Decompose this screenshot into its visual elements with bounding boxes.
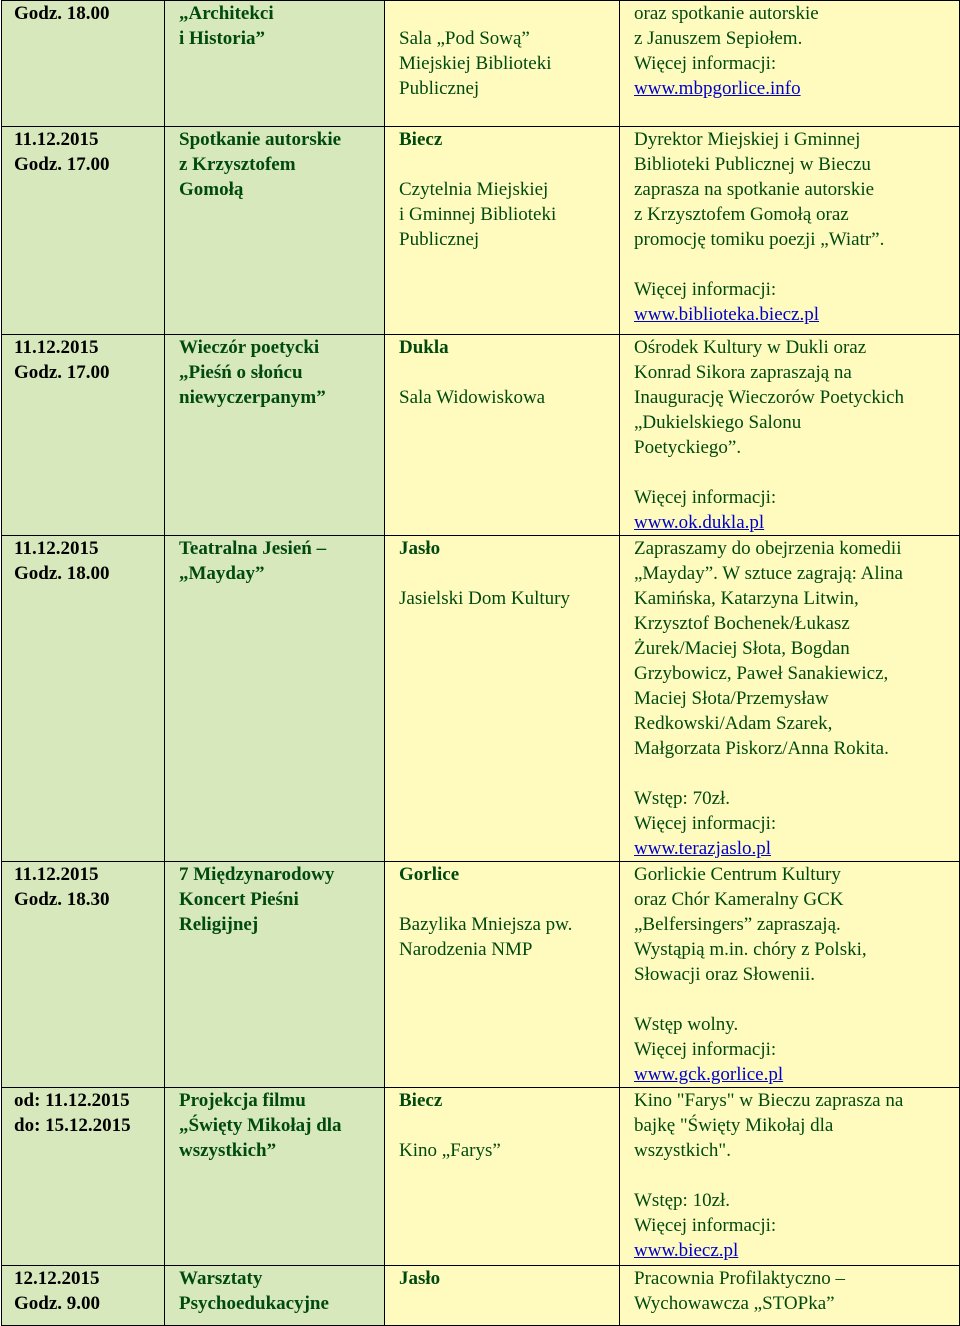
event-description-cell <box>620 1266 960 1326</box>
event-title: Spotkanie autorskie <box>179 129 342 150</box>
event-place-cell <box>385 1088 620 1266</box>
more-info-link[interactable]: www.mbpgorlice.info <box>634 78 801 99</box>
event-description: Maciej Słota/Przemysław <box>634 688 829 709</box>
event-description: „Belfersingers” zapraszają. <box>634 914 841 935</box>
more-info-label: Więcej informacji: <box>634 1039 777 1060</box>
table-row <box>2 1 960 127</box>
event-description: z Krzysztofem Gomołą oraz <box>634 204 849 225</box>
more-info-link[interactable]: www.gck.gorlice.pl <box>634 1064 784 1085</box>
event-description: Kamińska, Katarzyna Litwin, <box>634 588 859 609</box>
event-title-cell <box>165 127 385 335</box>
event-venue: Czytelnia Miejskiej <box>399 179 549 200</box>
event-venue: Miejskiej Biblioteki <box>399 53 552 74</box>
event-title: „Święty Mikołaj dla <box>179 1115 342 1136</box>
more-info-label: Więcej informacji: <box>634 1215 777 1236</box>
event-title: „Architekci <box>179 3 274 24</box>
event-city: Jasło <box>399 1268 441 1289</box>
event-description: Poetyckiego”. <box>634 437 742 458</box>
event-title: Koncert Pieśni <box>179 889 299 910</box>
event-description: Słowacji oraz Słowenii. <box>634 964 815 985</box>
event-description: „Dukielskiego Salonu <box>634 412 802 433</box>
event-description-cell <box>620 862 960 1088</box>
event-description: Konrad Sikora zapraszają na <box>634 362 852 383</box>
event-title: z Krzysztofem <box>179 154 296 175</box>
more-info-link[interactable]: www.ok.dukla.pl <box>634 512 765 533</box>
event-description: Żurek/Maciej Słota, Bogdan <box>634 638 850 659</box>
event-city: Dukla <box>399 337 449 358</box>
event-title: 7 Międzynarodowy <box>179 864 335 885</box>
event-date: Godz. 18.00 <box>14 3 110 24</box>
table-row <box>2 1266 960 1326</box>
event-city: Jasło <box>399 538 441 559</box>
event-description: wszystkich". <box>634 1140 731 1161</box>
event-date-cell <box>2 1088 165 1266</box>
event-description: Inaugurację Wieczorów Poetyckich <box>634 387 905 408</box>
event-date: Godz. 18.00 <box>14 563 110 584</box>
event-place-cell <box>385 127 620 335</box>
event-venue: Jasielski Dom Kultury <box>399 588 570 609</box>
more-info-link[interactable]: www.terazjaslo.pl <box>634 838 771 859</box>
event-title-cell <box>165 1088 385 1266</box>
event-venue: Narodzenia NMP <box>399 939 533 960</box>
event-title-cell <box>165 1266 385 1326</box>
event-description: „Mayday”. W sztuce zagrają: Alina <box>634 563 903 584</box>
event-description: Zapraszamy do obejrzenia komedii <box>634 538 902 559</box>
event-description: promocję tomiku poezji „Wiatr”. <box>634 229 885 250</box>
event-date: Godz. 17.00 <box>14 362 110 383</box>
event-place-cell <box>385 536 620 862</box>
more-info-label: Więcej informacji: <box>634 487 777 508</box>
event-date-cell <box>2 1266 165 1326</box>
event-title: Projekcja filmu <box>179 1090 306 1111</box>
event-title: Psychoedukacyjne <box>179 1293 329 1314</box>
event-venue: Sala „Pod Sową” <box>399 28 530 49</box>
event-date: Godz. 9.00 <box>14 1293 101 1314</box>
event-date: 11.12.2015 <box>14 337 99 358</box>
event-description-cell <box>620 127 960 335</box>
event-price: Wstęp: 70zł. <box>634 788 731 809</box>
event-description: Pracownia Profilaktyczno – <box>634 1268 846 1289</box>
event-date: 11.12.2015 <box>14 864 99 885</box>
table-row <box>2 536 960 862</box>
event-title: „Pieśń o słońcu <box>179 362 303 383</box>
event-description: z Januszem Sepiołem. <box>634 28 803 49</box>
event-place-cell <box>385 1 620 127</box>
event-city: Biecz <box>399 1090 443 1111</box>
event-description: Redkowski/Adam Szarek, <box>634 713 833 734</box>
event-description-cell <box>620 1 960 127</box>
event-date-cell <box>2 536 165 862</box>
event-date: 11.12.2015 <box>14 129 99 150</box>
event-date: Godz. 17.00 <box>14 154 110 175</box>
event-city: Biecz <box>399 129 443 150</box>
event-description: Gorlickie Centrum Kultury <box>634 864 841 885</box>
event-price: Wstęp: 10zł. <box>634 1190 731 1211</box>
event-title: i Historia” <box>179 28 266 49</box>
event-description: Wystąpią m.in. chóry z Polski, <box>634 939 867 960</box>
event-venue: Bazylika Mniejsza pw. <box>399 914 573 935</box>
event-description: Ośrodek Kultury w Dukli oraz <box>634 337 867 358</box>
event-description: Dyrektor Miejskiej i Gminnej <box>634 129 861 150</box>
event-description: bajkę "Święty Mikołaj dla <box>634 1115 834 1136</box>
event-title-cell <box>165 536 385 862</box>
event-description-cell <box>620 536 960 862</box>
event-description: zaprasza na spotkanie autorskie <box>634 179 875 200</box>
event-date: 12.12.2015 <box>14 1268 100 1289</box>
event-place-cell <box>385 862 620 1088</box>
events-table <box>1 0 960 1326</box>
more-info-link[interactable]: www.biecz.pl <box>634 1240 739 1261</box>
table-row <box>2 862 960 1088</box>
more-info-label: Więcej informacji: <box>634 279 777 300</box>
event-title: „Mayday” <box>179 563 265 584</box>
more-info-label: Więcej informacji: <box>634 53 777 74</box>
event-date-cell <box>2 862 165 1088</box>
event-date-cell <box>2 1 165 127</box>
table-row <box>2 127 960 335</box>
table-row <box>2 335 960 536</box>
event-description: Wychowawcza „STOPka” <box>634 1293 835 1314</box>
event-venue: Sala Widowiskowa <box>399 387 546 408</box>
table-row <box>2 1088 960 1266</box>
event-description: Grzybowicz, Paweł Sanakiewicz, <box>634 663 889 684</box>
event-city: Gorlice <box>399 864 460 885</box>
event-date: do: 15.12.2015 <box>14 1115 131 1136</box>
event-title: Warsztaty <box>179 1268 263 1289</box>
event-date: 11.12.2015 <box>14 538 99 559</box>
event-title-cell <box>165 1 385 127</box>
event-description-cell <box>620 1088 960 1266</box>
event-venue: Publicznej <box>399 229 480 250</box>
event-place-cell <box>385 335 620 536</box>
event-venue: i Gminnej Biblioteki <box>399 204 557 225</box>
event-title: Gomołą <box>179 179 244 200</box>
event-description: oraz Chór Kameralny GCK <box>634 889 844 910</box>
event-date: od: 11.12.2015 <box>14 1090 130 1111</box>
event-description: Krzysztof Bochenek/Łukasz <box>634 613 850 634</box>
event-date-cell <box>2 127 165 335</box>
event-venue: Publicznej <box>399 78 480 99</box>
more-info-label: Więcej informacji: <box>634 813 777 834</box>
more-info-link[interactable]: www.biblioteka.biecz.pl <box>634 304 820 325</box>
event-title-cell <box>165 862 385 1088</box>
event-description: Biblioteki Publicznej w Bieczu <box>634 154 871 175</box>
event-description-cell <box>620 335 960 536</box>
event-price: Wstęp wolny. <box>634 1014 739 1035</box>
event-title-cell <box>165 335 385 536</box>
event-title: wszystkich” <box>179 1140 277 1161</box>
event-place-cell <box>385 1266 620 1326</box>
events-table-body <box>2 1 960 1326</box>
event-description: Kino "Farys" w Bieczu zaprasza na <box>634 1090 904 1111</box>
event-title: Teatralna Jesień – <box>179 538 327 559</box>
event-title: Religijnej <box>179 914 259 935</box>
event-date: Godz. 18.30 <box>14 889 110 910</box>
event-date-cell <box>2 335 165 536</box>
event-description: Małgorzata Piskorz/Anna Rokita. <box>634 738 889 759</box>
event-title: niewyczerpanym” <box>179 387 326 408</box>
event-description: oraz spotkanie autorskie <box>634 3 819 24</box>
event-title: Wieczór poetycki <box>179 337 320 358</box>
event-venue: Kino „Farys” <box>399 1140 501 1161</box>
